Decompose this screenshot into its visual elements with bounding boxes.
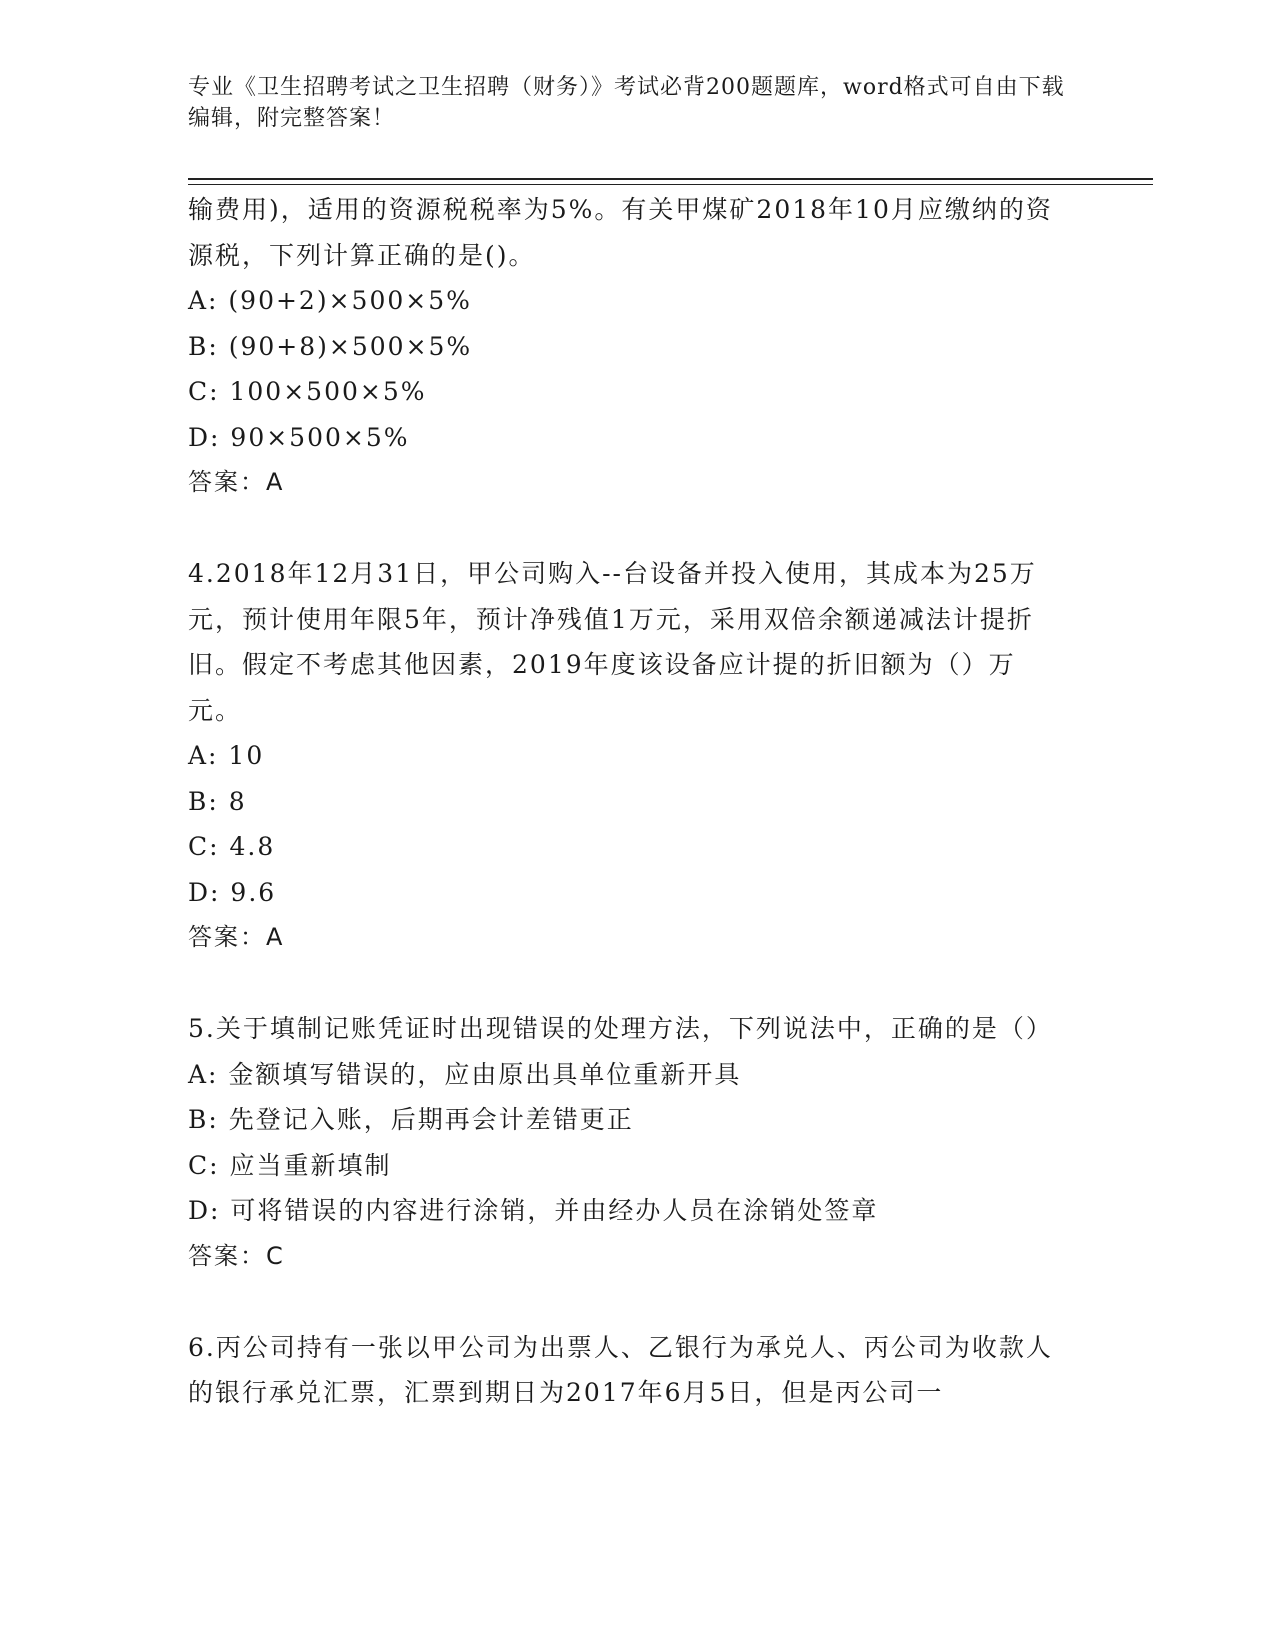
question-3-answer: 答案：A xyxy=(188,468,285,496)
question-3-text: 输费用)，适用的资源税税率为5%。有关甲煤矿2018年10月应缴纳的资源税，下列计算正确的是()。 xyxy=(188,195,1053,270)
question-5-option-b: B: 先登记入账，后期再会计差错更正 xyxy=(188,1105,634,1134)
question-4-answer: 答案：A xyxy=(188,923,285,951)
question-5-text: 5.关于填制记账凭证时出现错误的处理方法，下列说法中，正确的是（） xyxy=(188,1014,1053,1043)
header-divider-thin xyxy=(188,184,1153,185)
document-body xyxy=(188,187,1088,1416)
question-3-option-b: B: (90+8)×500×5% xyxy=(188,331,473,361)
question-5-answer: 答案：C xyxy=(188,1241,285,1270)
document-header: 专业《卫生招聘考试之卫生招聘（财务）》考试必背200题题库，word格式可自由下载编辑，附完整答案！ xyxy=(188,75,1065,131)
question-3-option-c: C: 100×500×5% xyxy=(188,377,427,406)
question-4-option-d: D: 9.6 xyxy=(188,877,277,907)
question-5-option-c: C: 应当重新填制 xyxy=(188,1150,392,1180)
question-4-option-a: A: 10 xyxy=(188,741,265,770)
question-4-text: 4.2018年12月31日，甲公司购入--台设备并投入使用，其成本为25万元，预计使用年限5年，预计净残值1万元，采用双倍余额递减法计提折旧。假定不考虑其他因素，2019年度该设备应计提的折旧额为（）万元。 xyxy=(188,559,1037,725)
question-4-option-b: B: 8 xyxy=(188,786,247,816)
question-5-option-a: A: 金额填写错误的，应由原出具单位重新开具 xyxy=(188,1059,742,1089)
question-5-option-d: D: 可将错误的内容进行涂销，并由经办人员在涂销处签章 xyxy=(188,1196,879,1225)
header-divider-thick xyxy=(188,178,1153,180)
question-4-option-c: C: 4.8 xyxy=(188,832,276,861)
question-6-text: 6.丙公司持有一张以甲公司为出票人、乙银行为承兑人、丙公司为收款人的银行承兑汇票，汇票到期日为2017年6月5日，但是丙公司一 xyxy=(188,1332,1053,1407)
question-3-option-a: A: (90+2)×500×5% xyxy=(188,286,472,315)
question-3-option-d: D: 90×500×5% xyxy=(188,422,410,452)
